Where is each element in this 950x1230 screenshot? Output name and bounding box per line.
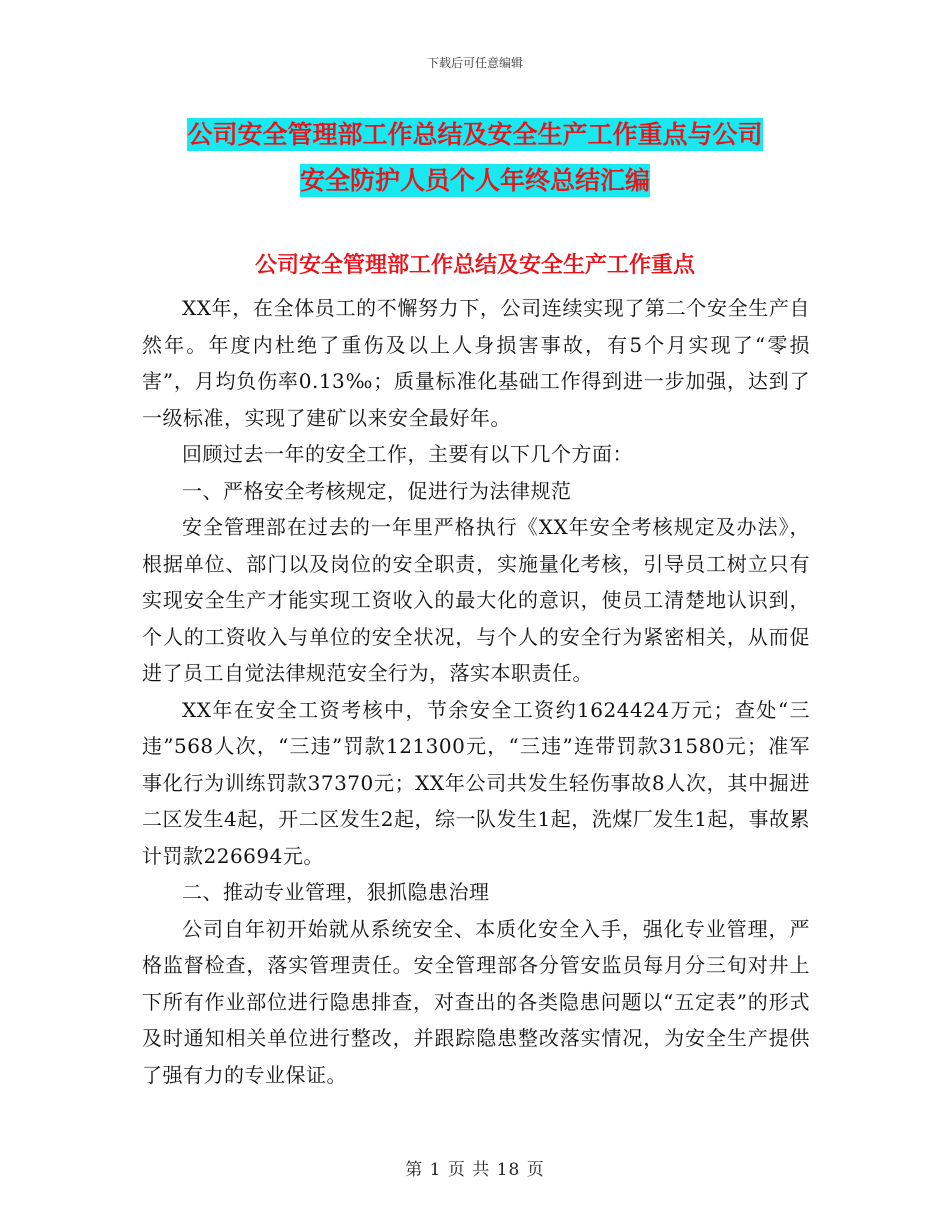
paragraph: 回顾过去一年的安全工作，主要有以下几个方面： xyxy=(182,442,633,466)
section-title: 公司安全管理部工作总结及安全生产工作重点 xyxy=(254,253,695,278)
paragraph: XX年，在全体员工的不懈努力下，公司连续实现了第二个安全生产自然年。年度内杜绝了重伤及以上人身损害事故，有5个月实现了“零损害”，月均负伤率0.13‰；质量标准化基础工作得到进一步加强，达到了一级标准，实现了建矿以来安全最好年。 xyxy=(142,296,810,430)
paragraph: 一、严格安全考核规定，促进行为法律规范 xyxy=(182,478,572,503)
paragraph: 公司自年初开始就从系统安全、本质化安全入手，强化专业管理，严格监督检查，落实管理责任。安全管理部各分管安监员每月分三旬对井上下所有作业部位进行隐患排查，对查出的各类隐患问题以“五定表”的形式及时通知相关单位进行整改，并跟踪隐患整改落实情况，为安全生产提供了强有力的专业保证。 xyxy=(142,916,810,1087)
page-footer: 第 1 页 共 18 页 xyxy=(405,1160,545,1180)
paragraph: 安全管理部在过去的一年里严格执行《XX年安全考核规定及办法》，根据单位、部门以及岗位的安全职责，实施量化考核，引导员工树立只有实现安全生产才能实现工资收入的最大化的意识，使员工清楚地认识到，个人的工资收入与单位的安全状况，与个人的安全行为紧密相关，从而促进了员工自觉法律规范安全行为，落实本职责任。 xyxy=(142,515,810,685)
document-title xyxy=(140,112,810,204)
paragraph: 二、推动专业管理，狠抓隐患治理 xyxy=(182,880,490,904)
paragraph: XX年在安全工资考核中，节余安全工资约1624424万元；查处“三违”568人次，“三违”罚款121300元，“三违”连带罚款31580元；准军事化行为训练罚款37370元；XX年公司共发生轻伤事故8人次，其中掘进二区发生4起，开二区发生2起，综一队发生1起，洗煤厂发生1起，事故累计罚款226694元。 xyxy=(142,697,810,868)
document-title-line-1: 公司安全管理部工作总结及安全生产工作重点与公司 xyxy=(187,120,763,149)
header-note: 下载后可任意编辑 xyxy=(426,56,523,70)
document-title-line-2: 安全防护人员个人年终总结汇编 xyxy=(299,166,650,195)
document-body xyxy=(142,290,810,1093)
